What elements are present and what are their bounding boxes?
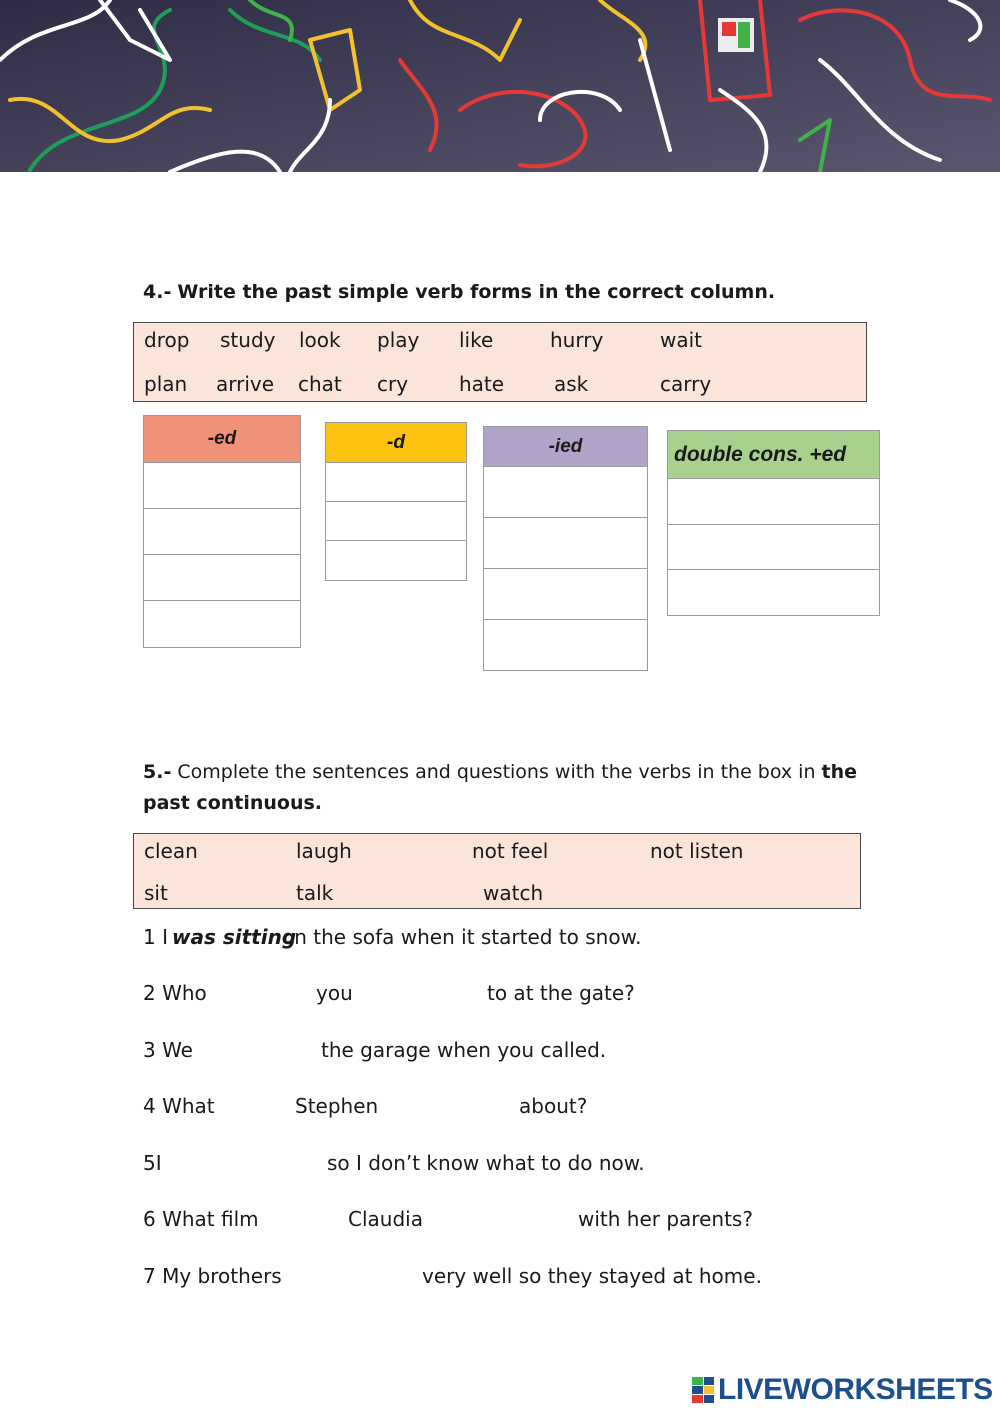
word-item: not listen [650,839,744,863]
answer-cell-ied-4[interactable] [484,620,647,670]
answer-cell-d-1[interactable] [326,463,466,502]
column-double-cons [667,430,880,616]
liveworksheets-logo [692,1372,993,1408]
answer-cell-ed-3[interactable] [144,555,300,601]
answer-blank[interactable] [428,1206,573,1232]
column-double-cons-header: double cons. +ed [668,431,879,479]
sentence-text: on the sofa when it started to snow. [282,925,642,949]
column-d-header: -d [326,423,466,463]
answer-blank[interactable] [169,1150,319,1176]
word-item: wait [660,328,703,352]
question-4-title [143,277,775,308]
sentence-text: with her parents? [578,1207,753,1231]
question-5-number: 5.- [143,761,172,783]
column-ed-header: -ed [144,416,300,463]
answer-cell-d-3[interactable] [326,541,466,580]
sentence-text: so I don’t know what to do now. [327,1151,645,1175]
sentence-text: to at the gate? [487,981,635,1005]
column-ied-header: -ied [484,427,647,467]
column-ed [143,415,301,648]
word-item: not feel [472,839,549,863]
question-4-number: 4.- [143,281,172,303]
word-item: look [299,328,341,352]
word-item: clean [144,839,198,863]
answer-blank[interactable] [260,1206,340,1232]
verb-word-box [133,322,867,402]
word-item: talk [296,881,334,905]
word-item: sit [144,881,168,905]
word-item: plan [144,372,188,396]
sentence-text: very well so they stayed at home. [422,1264,762,1288]
word-item: arrive [216,372,275,396]
sentence-text: Claudia [348,1207,423,1231]
question-5-instruction: Complete the sentences and questions with the verbs in the box in [177,761,816,783]
word-item: chat [298,372,342,396]
question-5-instruction-bold-2: past continuous. [143,792,323,814]
answer-cell-ied-2[interactable] [484,518,647,569]
sentence-text: 2 Who [143,981,207,1005]
verb-word-box-2 [133,833,861,909]
question-4-instruction: Write the past simple verb forms in the correct column. [177,281,776,303]
answer-blank[interactable] [383,1093,513,1119]
logo-mark-icon [692,1377,714,1403]
answer-cell-double-2[interactable] [668,525,879,570]
sentence-text: you [316,981,353,1005]
word-item: study [220,328,276,352]
sentence-text: 4 What [143,1094,215,1118]
answer-cell-ied-1[interactable] [484,467,647,518]
column-d [325,422,467,581]
question-5-instruction-bold: the [821,761,858,783]
sentence-text: 7 My brothers [143,1264,282,1288]
sentence-text: 6 What film [143,1207,259,1231]
example-answer: was sitting [172,925,297,949]
header-banner-illustration [0,0,1000,172]
column-ied [483,426,648,671]
answer-blank[interactable] [357,980,482,1006]
answer-cell-ied-3[interactable] [484,569,647,620]
word-item: cry [377,372,409,396]
word-item: drop [144,328,190,352]
word-item: play [377,328,420,352]
sentence-text: 3 We [143,1038,193,1062]
sentence-text: 5I [143,1151,162,1175]
word-item: watch [483,881,544,905]
answer-cell-double-3[interactable] [668,570,879,615]
answer-blank[interactable] [196,1037,316,1063]
answer-cell-ed-4[interactable] [144,601,300,647]
question-5-title [143,757,863,819]
sentence-text: about? [519,1094,588,1118]
answer-blank[interactable] [219,1093,289,1119]
word-item: carry [660,372,712,396]
answer-cell-double-1[interactable] [668,479,879,525]
answer-cell-ed-1[interactable] [144,463,300,509]
logo-text: LIVEWORKSHEETS [718,1373,993,1406]
sentence-text: the garage when you called. [321,1038,607,1062]
sentence-text: 1 I [143,925,168,949]
word-item: hate [459,372,505,396]
answer-blank[interactable] [211,980,311,1006]
answer-cell-ed-2[interactable] [144,509,300,555]
word-item: like [459,328,494,352]
word-item: ask [554,372,589,396]
answer-cell-d-2[interactable] [326,502,466,541]
answer-blank[interactable] [286,1263,416,1289]
word-item: hurry [550,328,604,352]
sentence-text: Stephen [295,1094,379,1118]
word-item: laugh [296,839,352,863]
